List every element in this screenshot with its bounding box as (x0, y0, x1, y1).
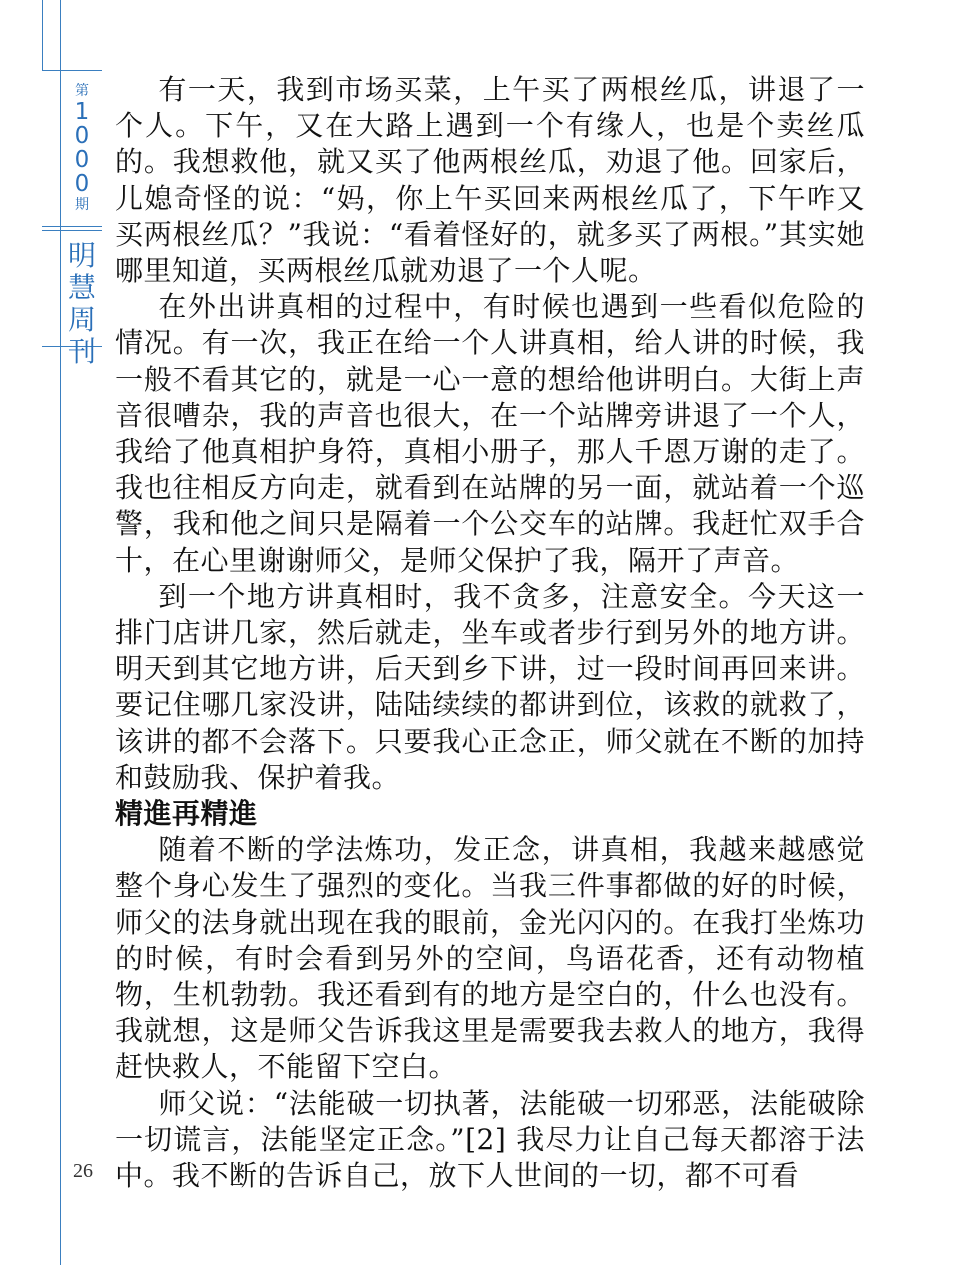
page-number: 26 (73, 1160, 93, 1182)
issue-digit: 1 (74, 99, 90, 125)
body-paragraph: 到一个地方讲真相时，我不贪多，注意安全。今天这一排门店讲几家，然后就走，坐车或者步行到另外的地方讲。明天到其它地方讲，后天到乡下讲，过一段时间再回来讲。要记住哪几家没讲，陆陆续续的都讲到位，该救的就救了，该讲的都不会落下。只要我心正念正，师父就在不断的加持和鼓励我、保护着我。 (115, 579, 865, 794)
sidebar-divider-rule-2 (42, 230, 102, 231)
journal-char: 周 (67, 303, 96, 336)
issue-digits (66, 100, 98, 196)
body-paragraph: 有一天，我到市场买菜，上午买了两根丝瓜，讲退了一个人。下午，又在大路上遇到一个有缘人，也是个卖丝瓜的。我想救他，就又买了他两根丝瓜，劝退了他。回家后，儿媳奇怪的说：“妈，你上午买回来两根丝瓜了，下午咋又买两根丝瓜？”我说：“看着怪好的，就多买了两根。”其实她哪里知道，买两根丝瓜就劝退了一个人呢。 (115, 73, 865, 288)
journal-char: 刊 (67, 335, 96, 368)
issue-number (66, 82, 98, 214)
journal-char: 慧 (67, 271, 96, 304)
issue-prefix: 第 (75, 83, 89, 99)
issue-digit: 0 (74, 147, 90, 173)
sidebar-top-rule (42, 70, 102, 71)
issue-digit: 0 (74, 123, 90, 149)
body-paragraph: 在外出讲真相的过程中，有时候也遇到一些看似危险的情况。有一次，我正在给一个人讲真相，给人讲的时候，我一般不看其它的，就是一心一意的想给他讲明白。大街上声音很嘈杂，我的声音也很大，在一个站牌旁讲退了一个人，我给了他真相护身符，真相小册子，那人千恩万谢的走了。我也往相反方向走，就看到在站牌的另一面，就站着一个巡警，我和他之间只是隔着一个公交车的站牌。我赶忙双手合十，在心里谢谢师父，是师父保护了我，隔开了声音。 (115, 290, 865, 577)
body-paragraph: 师父说：“法能破一切执著，法能破一切邪恶，法能破除一切谎言，法能坚定正念。”[2] 我尽力让自己每天都溶于法中。我不断的告诉自己，放下人世间的一切，都不可看 (115, 1086, 865, 1193)
sidebar-divider-rule-1 (42, 226, 102, 227)
issue-digit: 0 (74, 171, 90, 197)
body-paragraph: 随着不断的学法炼功，发正念，讲真相，我越来越感觉整个身心发生了强烈的变化。当我三件事都做的好的时候，师父的法身就出现在我的眼前，金光闪闪的。在我打坐炼功的时候，有时会看到另外的空间，鸟语花香，还有动物植物，生机勃勃。我还看到有的地方是空白的，什么也没有。我就想，这是师父告诉我这里是需要我去救人的地方，我得赶快救人，不能留下空白。 (115, 833, 865, 1084)
sidebar-left-rule (42, 0, 43, 70)
article-body (115, 72, 865, 1194)
journal-char: 明 (67, 239, 96, 272)
journal-title (66, 240, 98, 368)
sidebar-right-rule (60, 0, 61, 1265)
issue-suffix: 期 (75, 197, 89, 213)
section-heading: 精進再精進 (115, 797, 258, 831)
